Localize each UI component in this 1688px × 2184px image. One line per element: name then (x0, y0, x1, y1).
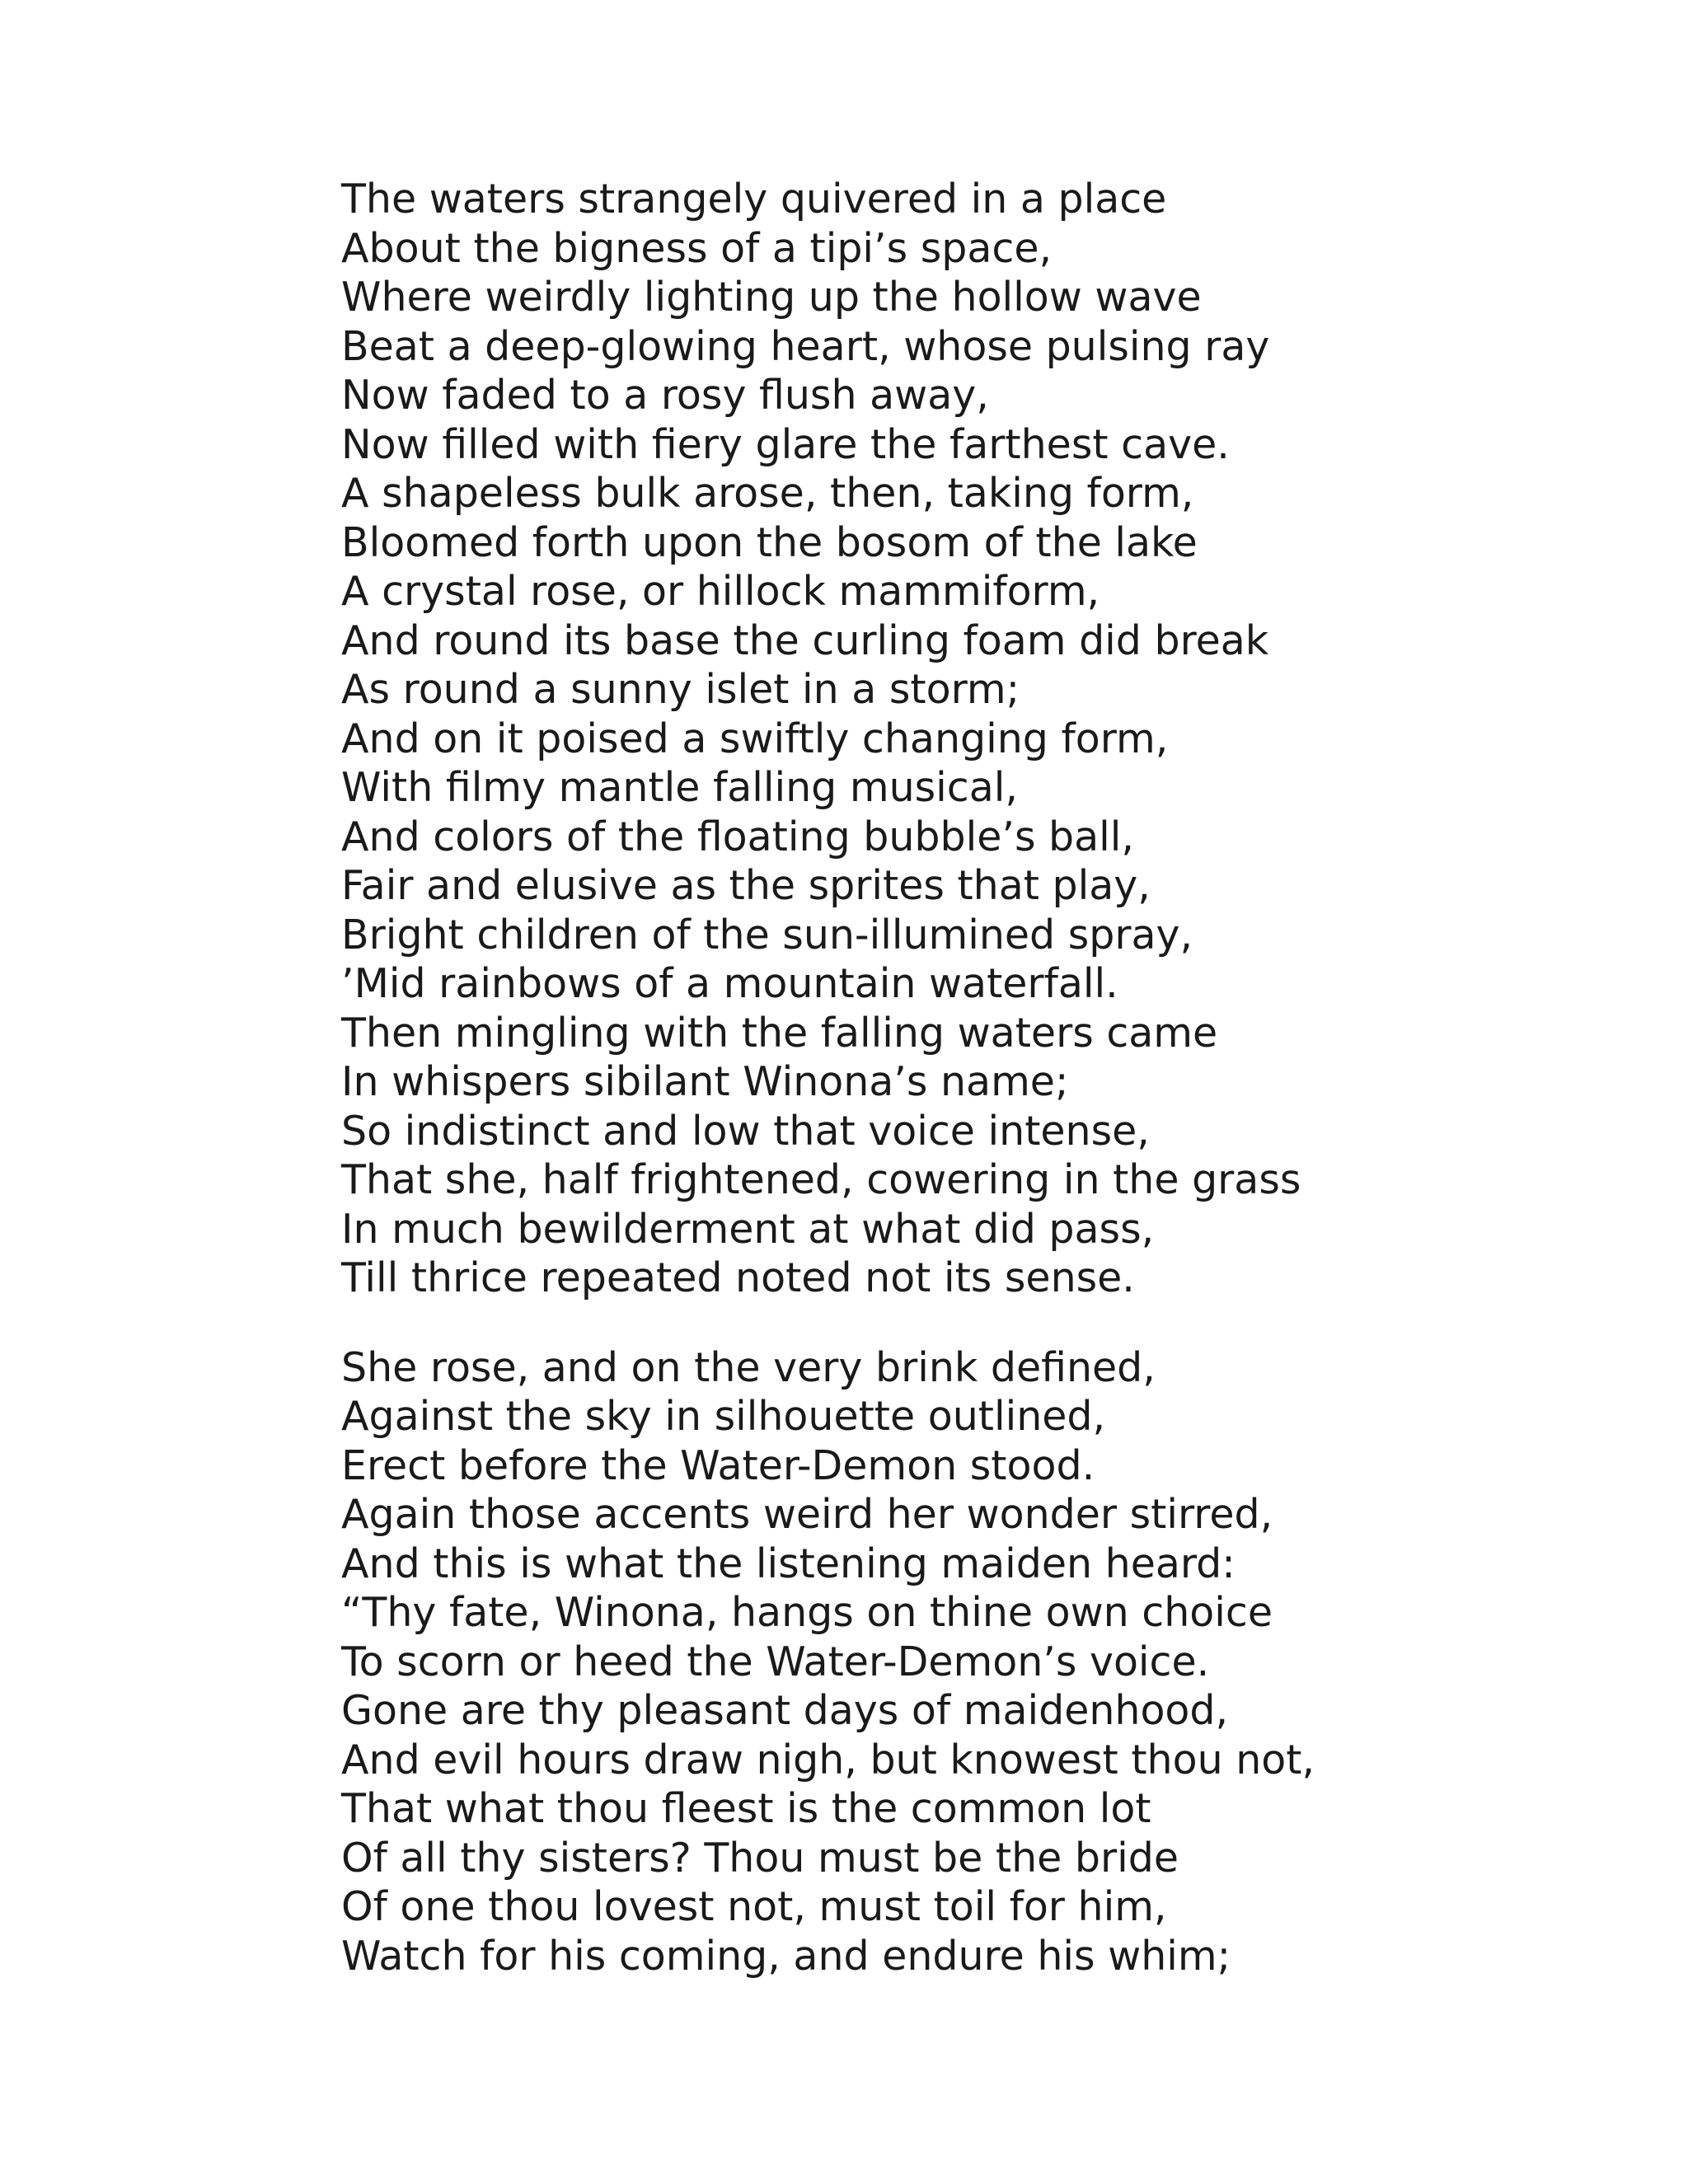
poem-line: Bloomed forth upon the bosom of the lake (341, 518, 1198, 566)
poem-line: Again those accents weird her wonder stirred, (341, 1491, 1273, 1538)
poem-text (341, 175, 1315, 1980)
poem-line: Till thrice repeated noted not its sense. (341, 1254, 1135, 1301)
poem-line: To scorn or heed the Water-Demon’s voice. (341, 1638, 1210, 1685)
poem-line: In whispers sibilant Winona’s name; (341, 1058, 1069, 1105)
poem-line: Now filled with fiery glare the farthest cave. (341, 420, 1230, 468)
poem-line: Beat a deep-glowing heart, whose pulsing ray (341, 322, 1270, 370)
poem-line: Now faded to a rosy flush away, (341, 372, 989, 419)
poem-line: Of all thy sisters? Thou must be the bride (341, 1834, 1179, 1882)
poem-line: Where weirdly lighting up the hollow wave (341, 274, 1202, 321)
poem-line: And evil hours draw nigh, but knowest thou not, (341, 1736, 1315, 1783)
poem-line: Erect before the Water-Demon stood. (341, 1441, 1095, 1489)
poem-line: Against the sky in silhouette outlined, (341, 1393, 1106, 1440)
poem-line: Gone are thy pleasant days of maidenhood, (341, 1687, 1229, 1734)
poem-line: Then mingling with the falling waters came (341, 1009, 1218, 1057)
poem-line: With filmy mantle falling musical, (341, 764, 1018, 811)
poem-line: The waters strangely quivered in a place (341, 176, 1167, 223)
poem-line: And round its base the curling foam did break (341, 616, 1269, 664)
poem-line: As round a sunny islet in a storm; (341, 666, 1020, 713)
poem-line: She rose, and on the very brink defined, (341, 1343, 1156, 1391)
poem-line: And this is what the listening maiden heard: (341, 1540, 1236, 1587)
poem-line: So indistinct and low that voice intense, (341, 1107, 1150, 1155)
poem-line: Of one thou lovest not, must toil for him, (341, 1883, 1167, 1930)
poem-line: Fair and elusive as the sprites that play, (341, 862, 1151, 909)
page-viewport (0, 176, 1688, 1980)
poem-line: That what thou fleest is the common lot (341, 1785, 1151, 1832)
poem-line: A crystal rose, or hillock mammiform, (341, 568, 1100, 615)
stanza-2 (341, 1343, 1315, 1981)
poem-line: ’Mid rainbows of a mountain waterfall. (341, 960, 1118, 1007)
poem-line: That she, half frightened, cowering in the grass (341, 1156, 1301, 1203)
poem-line: About the bigness of a tipi’s space, (341, 224, 1053, 272)
poem-line: In much bewilderment at what did pass, (341, 1205, 1155, 1253)
stanza-1 (341, 175, 1315, 1303)
poem-line: “Thy fate, Winona, hangs on thine own choice (341, 1589, 1273, 1636)
poem-line: Watch for his coming, and endure his whim; (341, 1932, 1231, 1980)
poem-line: A shapeless bulk arose, then, taking form, (341, 470, 1194, 517)
poem-line: And colors of the floating bubble’s ball, (341, 813, 1134, 860)
poem-line: And on it poised a swiftly changing form, (341, 715, 1169, 762)
poem-line: Bright children of the sun-illumined spray, (341, 911, 1193, 958)
